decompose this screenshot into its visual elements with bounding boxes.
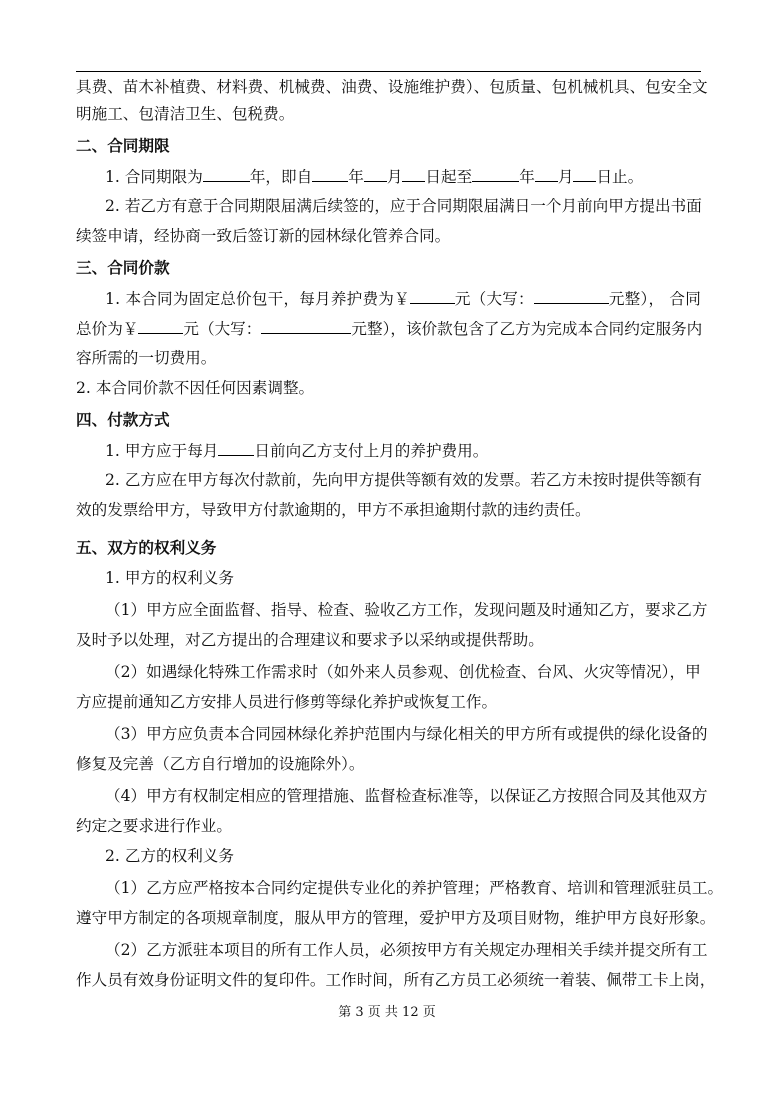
fill-in-blank: [410, 288, 455, 304]
text-segment: （1）甲方应全面监督、指导、检查、验收乙方工作，发现问题及时通知乙方，要求乙方: [105, 601, 708, 619]
text-segment: 2. 若乙方有意于合同期限届满后续签的，应于合同期限届满日一个月前向甲方提出书面: [105, 197, 702, 215]
text-line: [76, 630, 544, 650]
text-line: [105, 196, 702, 216]
text-segment: 1. 本合同为固定总价包干，每月养护费为￥: [105, 290, 410, 308]
text-segment: 具费、苗木补植费、材料费、机械费、油费、设施维护费）、包质量、包机械机具、包安全文: [76, 78, 708, 96]
text-line: [105, 568, 234, 588]
section-heading: [76, 538, 216, 558]
text-segment: （2）乙方派驻本项目的所有工作人员，必须按甲方有关规定办理相关手续并提交所有工: [105, 941, 708, 959]
text-line: [76, 908, 715, 928]
text-segment: 日前向乙方支付上月的养护费用。: [254, 442, 489, 460]
section-heading: [76, 410, 170, 430]
text-segment: 元整），该价款包含了乙方为完成本合同约定服务内: [351, 320, 703, 338]
text-line: [76, 77, 708, 97]
fill-in-blank: [402, 166, 425, 182]
text-line: [76, 970, 715, 990]
text-segment: 总价为￥: [76, 320, 139, 338]
text-segment: 效的发票给甲方，导致甲方付款逾期的，甲方不承担逾期付款的违约责任。: [76, 501, 591, 519]
text-line: [105, 166, 643, 187]
text-segment: 三、合同价款: [76, 258, 170, 277]
section-heading: [76, 258, 170, 278]
text-segment: 年: [519, 168, 535, 186]
text-segment: （1）乙方应严格按本合同约定提供专业化的养护管理；严格教育、培训和管理派驻员工。: [105, 879, 724, 897]
fill-in-blank: [138, 318, 183, 334]
text-segment: （4）甲方有权制定相应的管理措施、监督检查标准等，以保证乙方按照合同及其他双方: [105, 787, 708, 805]
text-segment: 五、双方的权利义务: [76, 538, 217, 557]
text-line: [105, 878, 723, 898]
text-line: [76, 692, 497, 712]
text-segment: 四、付款方式: [76, 410, 170, 429]
text-line: [105, 846, 234, 866]
text-line: [76, 500, 591, 520]
fill-in-blank: [203, 166, 250, 182]
text-segment: 年: [348, 168, 364, 186]
fill-in-blank: [472, 166, 519, 182]
text-segment: 日起至: [425, 168, 473, 186]
fill-in-blank: [535, 166, 558, 182]
fill-in-blank: [312, 166, 348, 182]
text-segment: 年，即自: [249, 168, 313, 186]
text-segment: 2. 本合同价款不因任何因素调整。: [76, 379, 315, 397]
text-segment: 月: [386, 168, 403, 186]
section-heading: [76, 136, 170, 156]
text-segment: 作人员有效身份证明文件的复印件。工作时间，所有乙方员工必须统一着装、佩带工卡上岗，: [76, 971, 716, 989]
text-segment: （3）甲方应负责本合同园林绿化养护范围内与绿化相关的甲方所有或提供的绿化设备的: [105, 725, 708, 743]
text-line: [105, 662, 701, 682]
fill-in-blank: [534, 288, 609, 304]
text-segment: 约定之要求进行作业。: [76, 817, 232, 835]
header-rule: [76, 71, 701, 72]
text-segment: 月: [557, 168, 574, 186]
text-line: [105, 940, 707, 960]
fill-in-blank: [573, 166, 596, 182]
text-line: [105, 288, 701, 309]
text-segment: 二、合同期限: [76, 136, 170, 155]
text-line: [76, 754, 364, 774]
text-line: [76, 348, 216, 368]
text-segment: 遵守甲方制定的各项规章制度，服从甲方的管理，爱护甲方及项目财物，维护甲方良好形象。: [76, 909, 716, 927]
text-segment: 及时予以处理，对乙方提出的合理建议和要求予以采纳或提供帮助。: [76, 631, 544, 649]
text-line: [76, 318, 702, 339]
fill-in-blank: [218, 440, 254, 456]
text-segment: 容所需的一切费用。: [76, 349, 217, 367]
text-line: [105, 470, 702, 490]
text-line: [76, 104, 294, 124]
text-segment: （2）如遇绿化特殊工作需求时（如外来人员参观、创优检查、台风、火灾等情况），甲: [105, 663, 701, 681]
text-segment: 元（大写：: [454, 290, 534, 308]
text-segment: 方应提前通知乙方安排人员进行修剪等绿化养护或恢复工作。: [76, 693, 498, 711]
text-line: [76, 378, 314, 398]
text-line: [76, 816, 232, 836]
text-segment: 2. 乙方应在甲方每次付款前，先向甲方提供等额有效的发票。若乙方未按时提供等额有: [105, 471, 702, 489]
text-line: [105, 600, 707, 620]
page-footer: 第 3 页 共 12 页: [338, 1005, 436, 1020]
text-segment: 日止。: [596, 168, 644, 186]
text-segment: 明施工、包清洁卫生、包税费。: [76, 105, 295, 123]
text-segment: 1. 甲方应于每月: [105, 442, 219, 460]
text-line: [105, 786, 707, 806]
text-line: [105, 724, 707, 744]
text-segment: 续签申请，经协商一致后签订新的园林绿化管养合同。: [76, 227, 451, 245]
text-segment: 1. 合同期限为: [105, 168, 203, 186]
text-segment: 元（大写：: [183, 320, 262, 338]
text-segment: 元整）， 合同: [608, 290, 702, 308]
text-segment: 修复及完善（乙方自行增加的设施除外）。: [76, 755, 365, 773]
text-line: [105, 440, 488, 461]
text-line: [76, 226, 450, 246]
fill-in-blank: [261, 318, 351, 334]
fill-in-blank: [364, 166, 387, 182]
text-segment: 1. 甲方的权利义务: [105, 569, 234, 587]
text-segment: 2. 乙方的权利义务: [105, 847, 234, 865]
